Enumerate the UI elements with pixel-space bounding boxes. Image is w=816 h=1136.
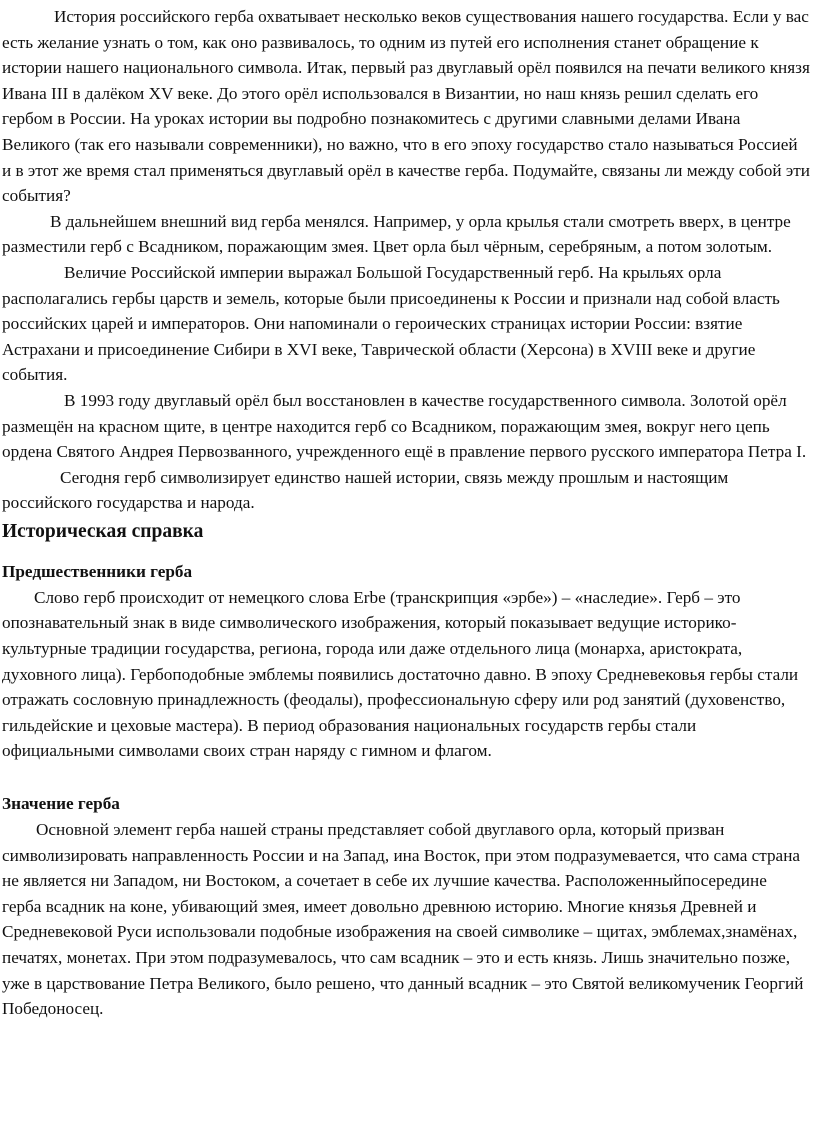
paragraph-today-symbol: Сегодня герб символизирует единство нашей истории, связь между прошлым и настоящим российского государства и народа. <box>2 467 729 513</box>
subheading-meaning: Значение герба <box>2 794 120 814</box>
paragraph-history-intro: История российского герба охватывает несколько веков существования нашего государства. Если у вас есть желание узнать о том, как оно развивалось, то одним из путей его исполнения станет обращение к истории нашего национального символа. Итак, первый раз двуглавый орёл появился на печати великого князя Ивана III в далёком XV веке. До этого орёл использовался в Византии, но наш князь решил сделать его гербом в России. На уроках истории вы подробно познакомитесь с другими славными делами Ивана Великого (так его называли современники), но важно, что в его эпоху государство стало называться Россией и в этот же время стал применяться двуглавый орёл в качестве герба. Подумайте, связаны ли между собой эти события? <box>2 7 810 206</box>
paragraph-great-state-emblem: Величие Российской империи выражал Большой Государственный герб. На крыльях орла располагались гербы царств и земель, которые были присоединены к России и признали над собой власть российских царей и императоров. Они напоминали о героических страницах истории России: взятие Астрахани и присоединение Сибири в XVI веке, Таврической области (Херсона) в XVIII веке и другие события. <box>2 262 780 385</box>
paragraph-word-herb-origin: Слово герб происходит от немецкого слова Erbe (транскрипция «эрбе») – «наследие». Герб – это опознавательный знак в виде символического изображения, который показывает ведущие историко-культурные традиции государства, региона, города или даже отдельного лица (монарха, аристократа, духовного лица). Гербоподобные эмблемы появились достаточно давно. В эпоху Средневековья гербы стали отражать сословную принадлежность (феодалы), профессиональную сферу или род занятий (духовенство, гильдейские и цеховые мастера). В период образования национальных государств гербы стали официальными символами своих стран наряду с гимном и флагом. <box>2 587 799 761</box>
paragraph-1993-restoration: В 1993 году двуглавый орёл был восстановлен в качестве государственного символа. Золотой орёл размещён на красном щите, в центре находится герб со Всадником, поражающим змея, вокруг него цепь ордена Святого Андрея Первозванного, учрежденного ещё в правление первого русского императора Петра I. <box>2 390 807 462</box>
paragraph-emblem-meaning: Основной элемент герба нашей страны представляет собой двуглавого орла, который призван символизировать направленность России и на Запад, ина Восток, при этом подразумевается, что сама страна не является ни Западом, ни Востоком, а сочетает в себе их лучшие качества. Расположенныйпосередине герба всадник на коне, убивающий змея, имеет довольно древнюю историю. Многие князья Древней и Средневековой Руси использовали подобные изображения на своей символике – щитах, эмблемах,знамёнах, печатях, монетах. При этом подразумевалось, что сам всадник – это и есть князь. Лишь значительно позже, уже в царствование Петра Великого, было решено, что данный всадник – это Святой великомученик Георгий Победоносец. <box>2 820 804 1019</box>
subheading-predecessors: Предшественники герба <box>2 561 193 581</box>
paragraph-appearance-changes: В дальнейшем внешний вид герба менялся. Например, у орла крылья стали смотреть вверх, в центре разместили герб с Всадником, поражающим змея. Цвет орла был чёрным, серебряным, а потом золотым. <box>2 211 791 257</box>
section-heading-historical-reference: Историческая справка <box>2 520 204 542</box>
